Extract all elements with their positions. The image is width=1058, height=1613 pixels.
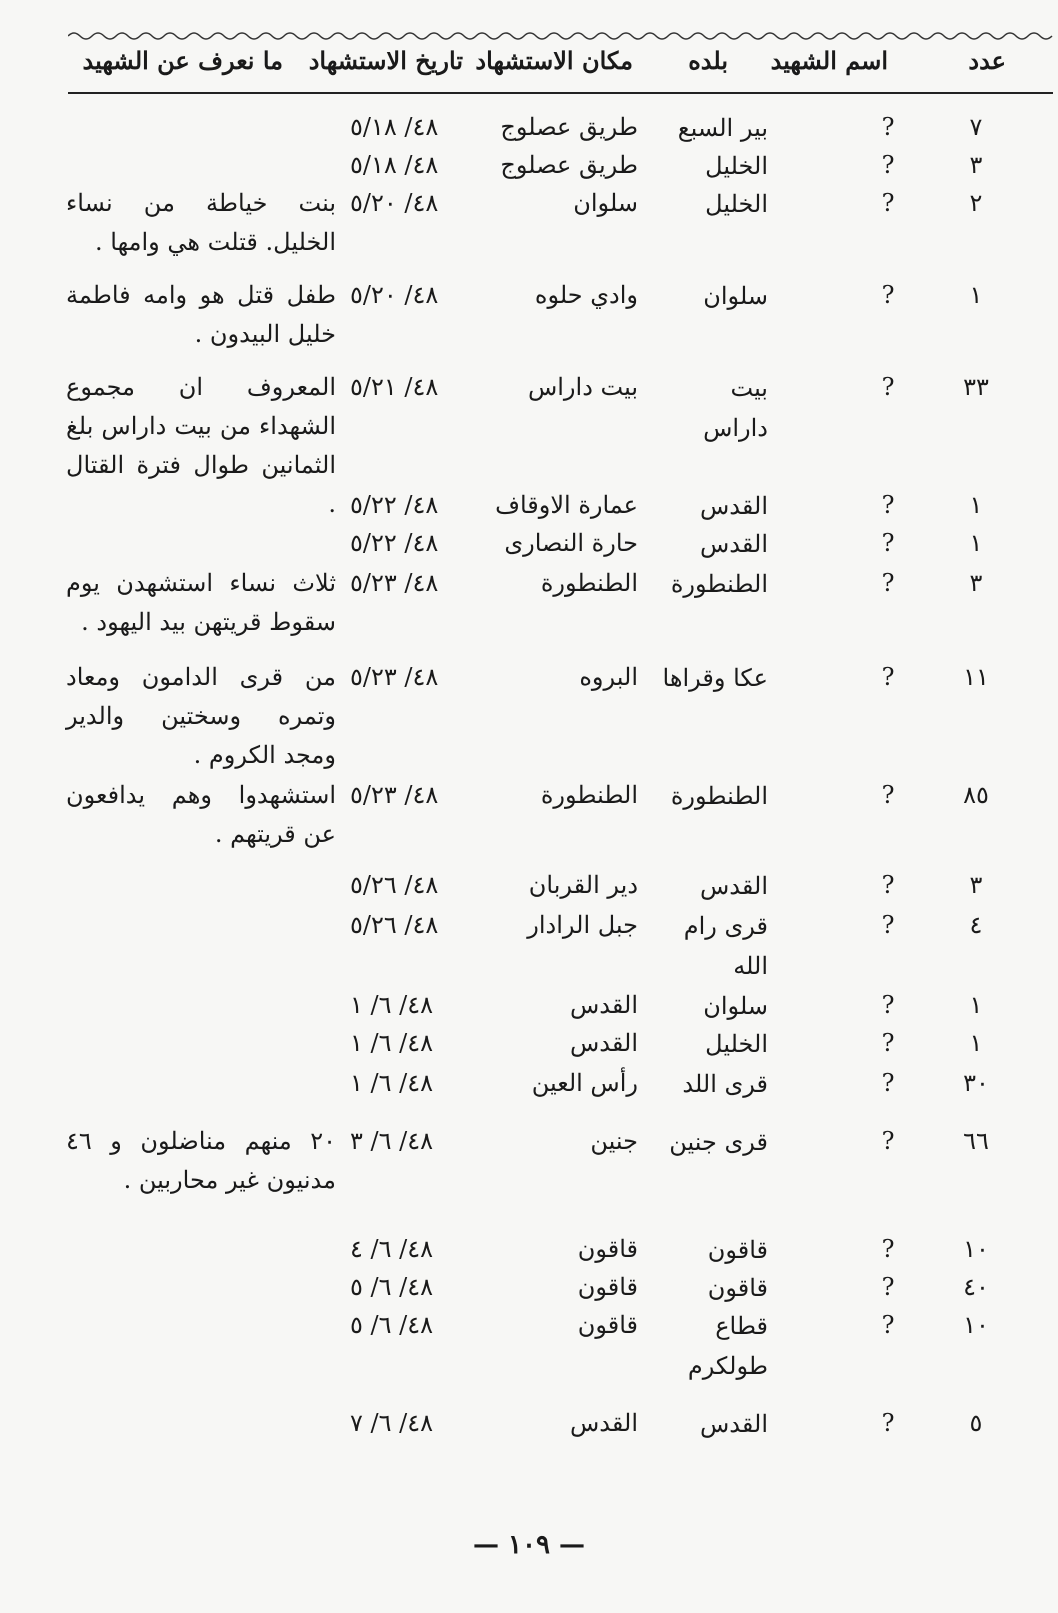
row-count: ٣٠ bbox=[963, 1069, 989, 1097]
row-town: سلوان bbox=[703, 992, 768, 1020]
row-place: قاقون bbox=[577, 1235, 638, 1263]
row-count: ١٠ bbox=[963, 1311, 989, 1339]
row-date: ٤٨/ ٥/٢٢ bbox=[350, 491, 439, 519]
row-town: الخليل bbox=[705, 152, 768, 180]
row-date: ٤٨/ ٦/ ١ bbox=[350, 991, 433, 1019]
row-martyr-name: ? bbox=[881, 1029, 895, 1057]
row-martyr-name: ? bbox=[881, 1273, 895, 1301]
row-martyr-name: ? bbox=[881, 911, 895, 939]
row-place: رأس العين bbox=[531, 1069, 638, 1097]
row-martyr-name: ? bbox=[881, 113, 895, 141]
row-count: ١ bbox=[969, 491, 983, 519]
row-date: ٤٨/ ٥/٢٣ bbox=[350, 781, 439, 809]
row-martyr-name: ? bbox=[881, 1127, 895, 1155]
row-count: ٦٦ bbox=[963, 1127, 989, 1155]
row-martyr-name: ? bbox=[881, 189, 895, 217]
row-martyr-name: ? bbox=[881, 281, 895, 309]
row-place: القدس bbox=[569, 1029, 638, 1057]
row-date: ٤٨/ ٦/ ١ bbox=[350, 1029, 433, 1057]
row-count: ٤٠ bbox=[963, 1273, 989, 1301]
row-count: ١ bbox=[969, 1029, 983, 1057]
row-count: ٢ bbox=[969, 189, 983, 217]
row-place: جبل الرادار bbox=[527, 911, 638, 939]
row-count: ١ bbox=[969, 281, 983, 309]
row-town: عكا وقراها bbox=[662, 664, 768, 692]
row-count: ٣ bbox=[969, 569, 983, 597]
row-count: ٨٥ bbox=[963, 781, 989, 809]
row-note: بنت خياطة من نساء الخليل. قتلت هي وامها . bbox=[66, 189, 336, 256]
row-town: سلوان bbox=[703, 282, 768, 310]
row-martyr-name: ? bbox=[881, 529, 895, 557]
row-place: دير القربان bbox=[528, 871, 638, 899]
row-note: استشهدوا وهم يدافعون عن قريتهم . bbox=[66, 781, 336, 848]
row-date: ٤٨/ ٥/١٨ bbox=[350, 113, 439, 141]
header-town: بلده bbox=[688, 46, 728, 75]
row-count: ٣ bbox=[969, 151, 983, 179]
header-place: مكان الاستشهاد bbox=[475, 46, 633, 75]
row-town: قرى اللد bbox=[682, 1070, 768, 1098]
row-date: ٤٨/ ٥/٢٣ bbox=[350, 663, 439, 691]
row-martyr-name: ? bbox=[881, 569, 895, 597]
row-martyr-name: ? bbox=[881, 781, 895, 809]
row-note: طفل قتل هو وامه فاطمة خليل البيدون . bbox=[66, 281, 336, 348]
row-martyr-name: ? bbox=[881, 1409, 895, 1437]
row-place: القدس bbox=[569, 991, 638, 1019]
row-place: جنين bbox=[590, 1127, 638, 1155]
row-note: ثلاث نساء استشهدن يوم سقوط قريتهن بيد اليهود . bbox=[66, 569, 336, 636]
row-date: ٤٨/ ٥/٢١ bbox=[350, 373, 439, 401]
row-date: ٤٨/ ٦/ ٣ bbox=[350, 1127, 433, 1155]
row-date: ٤٨/ ٦/ ٥ bbox=[350, 1273, 433, 1301]
row-place: بيت داراس bbox=[527, 373, 638, 401]
row-place: قاقون bbox=[577, 1273, 638, 1301]
row-martyr-name: ? bbox=[881, 151, 895, 179]
row-note: المعروف ان مجموع الشهداء من بيت داراس بلغ الثمانين طوال فترة القتال . bbox=[66, 373, 336, 518]
row-place: سلوان bbox=[573, 189, 638, 217]
row-count: ١ bbox=[969, 991, 983, 1019]
row-place: طريق عصلوج bbox=[500, 113, 638, 141]
header-name: اسم الشهيد bbox=[770, 46, 888, 75]
row-place: حارة النصارى bbox=[504, 529, 638, 557]
row-date: ٤٨/ ٥/٢٠ bbox=[350, 189, 439, 217]
row-town: القدس bbox=[699, 1410, 768, 1438]
header-count: عدد bbox=[968, 46, 1006, 75]
row-martyr-name: ? bbox=[881, 373, 895, 401]
row-date: ٤٨/ ٥/٢٢ bbox=[350, 529, 439, 557]
row-date: ٤٨/ ٥/٢٠ bbox=[350, 281, 439, 309]
row-count: ١٠ bbox=[963, 1235, 989, 1263]
row-count: ٣٣ bbox=[963, 373, 989, 401]
row-date: ٤٨/ ٦/ ٤ bbox=[350, 1235, 433, 1263]
decorative-wavy-border bbox=[68, 28, 1053, 44]
row-note: من قرى الدامون ومعاد وتمره وسختين والدير ومجد الكروم . bbox=[66, 663, 336, 769]
row-place: الطنطورة bbox=[540, 781, 638, 809]
row-town: الخليل bbox=[705, 1030, 768, 1058]
row-count: ٤ bbox=[969, 911, 983, 939]
row-town: القدس bbox=[699, 872, 768, 900]
row-town: الطنطورة bbox=[670, 782, 768, 810]
row-count: ١١ bbox=[963, 663, 989, 691]
row-place: البروه bbox=[579, 663, 638, 691]
row-martyr-name: ? bbox=[881, 663, 895, 691]
row-date: ٤٨/ ٥/٢٣ bbox=[350, 569, 439, 597]
row-martyr-name: ? bbox=[881, 991, 895, 1019]
header-notes: ما نعرف عن الشهيد bbox=[82, 46, 283, 75]
row-town: بيت داراس bbox=[703, 374, 768, 442]
row-date: ٤٨/ ٥/٢٦ bbox=[350, 871, 439, 899]
page-number: — ١٠٩ — bbox=[472, 1530, 586, 1560]
row-date: ٤٨/ ٦/ ٧ bbox=[350, 1409, 433, 1437]
row-count: ٣ bbox=[969, 871, 983, 899]
row-town: قطاع طولكرم bbox=[687, 1312, 768, 1380]
row-martyr-name: ? bbox=[881, 491, 895, 519]
row-note: ٢٠ منهم مناضلون و ٤٦ مدنيون غير محاربين . bbox=[66, 1127, 336, 1194]
header-divider bbox=[68, 92, 1053, 94]
row-place: القدس bbox=[569, 1409, 638, 1437]
row-date: ٤٨/ ٦/ ٥ bbox=[350, 1311, 433, 1339]
row-date: ٤٨/ ٥/١٨ bbox=[350, 151, 439, 179]
row-town: قاقون bbox=[707, 1274, 768, 1302]
row-count: ٥ bbox=[969, 1409, 983, 1437]
row-town: قرى رام الله bbox=[683, 912, 768, 980]
row-town: القدس bbox=[699, 530, 768, 558]
row-town: القدس bbox=[699, 492, 768, 520]
row-martyr-name: ? bbox=[881, 1069, 895, 1097]
row-place: طريق عصلوج bbox=[500, 151, 638, 179]
row-place: وادي حلوه bbox=[534, 281, 638, 309]
row-town: الخليل bbox=[705, 190, 768, 218]
row-martyr-name: ? bbox=[881, 1235, 895, 1263]
row-martyr-name: ? bbox=[881, 871, 895, 899]
row-count: ٧ bbox=[969, 113, 983, 141]
row-town: بير السبع bbox=[677, 114, 768, 142]
row-date: ٤٨/ ٥/٢٦ bbox=[350, 911, 439, 939]
row-town: قرى جنين bbox=[669, 1128, 768, 1156]
row-place: عمارة الاوقاف bbox=[495, 491, 638, 519]
row-count: ١ bbox=[969, 529, 983, 557]
row-martyr-name: ? bbox=[881, 1311, 895, 1339]
row-place: الطنطورة bbox=[540, 569, 638, 597]
row-town: الطنطورة bbox=[670, 570, 768, 598]
row-place: قاقون bbox=[577, 1311, 638, 1339]
row-date: ٤٨/ ٦/ ١ bbox=[350, 1069, 433, 1097]
row-town: قاقون bbox=[707, 1236, 768, 1264]
header-date: تاريخ الاستشهاد bbox=[308, 46, 463, 75]
